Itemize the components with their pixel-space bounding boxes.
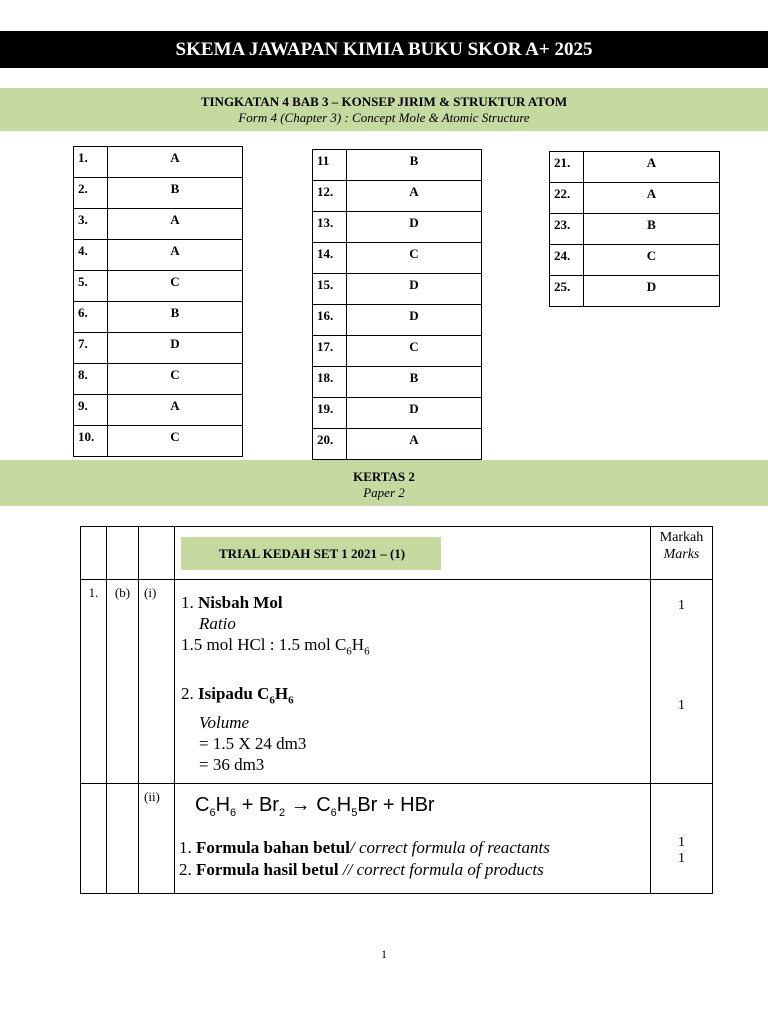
paper-heading (0, 460, 768, 506)
answer-choice: A (108, 395, 243, 426)
criterion-2: 2. Formula hasil betul // correct formula of products (179, 859, 544, 879)
answer-number: 2. (74, 178, 108, 209)
header-cell-sub (139, 527, 175, 580)
answer-choice: B (584, 214, 720, 245)
answer-choice: D (108, 333, 243, 364)
empty-cell-part (107, 783, 139, 893)
answer-choice: D (347, 305, 482, 336)
answer-number: 13. (313, 212, 347, 243)
answer-number: 12. (313, 181, 347, 212)
item2-heading: 2. Isipadu $C_6H_6$ (181, 684, 294, 707)
answer-choice: A (347, 181, 482, 212)
answer-choice: B (347, 150, 482, 181)
answer-number: 16. (313, 305, 347, 336)
answer-content-1bi (175, 580, 651, 784)
answer-number: 9. (74, 395, 108, 426)
answer-choice: D (347, 212, 482, 243)
answer-number: 23. (550, 214, 584, 245)
item1-expression: 1.5 mol HCl : 1.5 mol $C_6H_6$ (181, 635, 370, 658)
answer-choice: A (584, 183, 720, 214)
answer-choice: A (108, 209, 243, 240)
answer-row (550, 183, 720, 214)
answer-content-1bii (175, 783, 651, 893)
item2-line2: = 36 dm3 (199, 754, 265, 774)
answer-choice: C (108, 426, 243, 457)
paper-subtitle: Paper 2 (363, 485, 405, 500)
item2-line1: = 1.5 X 24 dm3 (199, 733, 307, 753)
chemical-equation: $C_6H_6 + Br_2 \to C_6H_5Br$ + HBr (195, 793, 435, 819)
answer-number: 15. (313, 274, 347, 305)
answer-row (74, 240, 243, 271)
answer-row (313, 150, 482, 181)
trial-label: TRIAL KEDAH SET 1 2021 – (1) (181, 537, 441, 570)
answer-row (74, 395, 243, 426)
marks-header (651, 527, 713, 580)
answer-choice: A (108, 147, 243, 178)
answer-choice: A (108, 240, 243, 271)
answer-number: 11 (313, 150, 347, 181)
answer-row (550, 214, 720, 245)
paper-title: KERTAS 2 (353, 469, 415, 484)
answer-choice: C (347, 243, 482, 274)
mark-1bi-2: 1 (678, 698, 685, 713)
question-part: (b) (107, 580, 139, 784)
question-subpart: (i) (139, 580, 175, 784)
answer-table-1-10 (73, 146, 243, 457)
answer-choice: B (108, 178, 243, 209)
mark-1bii-1: 1 (678, 834, 685, 850)
mark-1bi-1: 1 (678, 598, 685, 613)
answer-row (313, 429, 482, 460)
answer-number: 3. (74, 209, 108, 240)
answer-row (313, 274, 482, 305)
document-title-banner (0, 31, 768, 68)
answer-row (74, 364, 243, 395)
answer-number: 7. (74, 333, 108, 364)
chapter-title: TINGKATAN 4 BAB 3 – KONSEP JIRIM & STRUKTUR ATOM (200, 94, 568, 109)
answer-choice: D (347, 274, 482, 305)
answer-choice: A (584, 152, 720, 183)
answer-row (313, 212, 482, 243)
answer-number: 24. (550, 245, 584, 276)
marking-scheme-table (80, 526, 713, 894)
empty-cell-q (81, 783, 107, 893)
answer-choice: D (584, 276, 720, 307)
mark-1bii-2: 1 (678, 850, 685, 866)
answer-number: 25. (550, 276, 584, 307)
marks-1bi (651, 580, 713, 784)
answer-choice: C (347, 336, 482, 367)
header-cell-part (107, 527, 139, 580)
answer-row (74, 209, 243, 240)
answer-row (74, 302, 243, 333)
item1-english: Ratio (199, 614, 236, 633)
answer-choice: C (108, 271, 243, 302)
answer-row (550, 245, 720, 276)
answer-row (74, 147, 243, 178)
answer-row (313, 367, 482, 398)
page-number: 1 (381, 947, 387, 961)
answer-number: 8. (74, 364, 108, 395)
answer-row (313, 398, 482, 429)
answer-row (313, 181, 482, 212)
marks-header-ms: Markah (659, 530, 704, 545)
answer-number: 6. (74, 302, 108, 333)
answer-row (313, 305, 482, 336)
answer-number: 1. (74, 147, 108, 178)
answer-choice: A (347, 429, 482, 460)
answer-number: 5. (74, 271, 108, 302)
criterion-1: 1. Formula bahan betul/ correct formula of reactants (179, 837, 550, 857)
answer-number: 18. (313, 367, 347, 398)
answer-choice: B (108, 302, 243, 333)
answer-row (74, 178, 243, 209)
answer-choice: B (347, 367, 482, 398)
answer-table-11-20 (312, 149, 482, 460)
answer-row (313, 336, 482, 367)
answer-number: 22. (550, 183, 584, 214)
scheme-row-1bi (81, 580, 713, 784)
answer-choice: C (584, 245, 720, 276)
answer-choice: C (108, 364, 243, 395)
answer-row (550, 276, 720, 307)
answer-number: 21. (550, 152, 584, 183)
answer-number: 17. (313, 336, 347, 367)
scheme-row-1bii (81, 783, 713, 893)
item2-english: Volume (199, 712, 250, 732)
marks-1bii (651, 783, 713, 893)
answer-row (74, 333, 243, 364)
chapter-subtitle: Form 4 (Chapter 3) : Concept Mole & Atomic Structure (238, 110, 530, 125)
answer-number: 14. (313, 243, 347, 274)
answer-row (74, 426, 243, 457)
answer-number: 19. (313, 398, 347, 429)
marks-header-en: Marks (663, 547, 700, 562)
document-title: SKEMA JAWAPAN KIMIA BUKU SKOR A+ 2025 (175, 39, 593, 60)
header-cell-q (81, 527, 107, 580)
question-subpart-ii: (ii) (139, 783, 175, 893)
answer-row (550, 152, 720, 183)
answer-number: 4. (74, 240, 108, 271)
criteria-list (175, 825, 650, 881)
answer-table-21-25 (549, 151, 720, 307)
answer-number: 20. (313, 429, 347, 460)
header-cell-title (175, 527, 651, 580)
answer-number: 10. (74, 426, 108, 457)
answer-row (74, 271, 243, 302)
scheme-header-row (81, 527, 713, 580)
answer-row (313, 243, 482, 274)
answer-choice: D (347, 398, 482, 429)
question-number: 1. (81, 580, 107, 784)
item1-heading: 1. Nisbah Mol (181, 593, 283, 612)
chapter-heading (0, 88, 768, 131)
